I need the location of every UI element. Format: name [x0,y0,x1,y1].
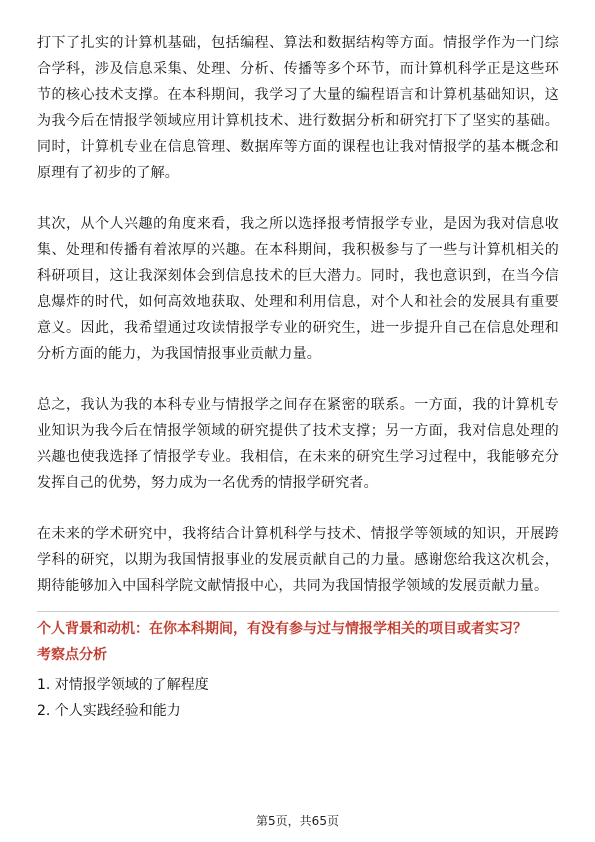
body-paragraph-3: 总之，我认为我的本科专业与情报学之间存在紧密的联系。一方面，我的计算机专业知识为我今后在情报学领域的研究提供了技术支撑；另一方面，我对信息处理的兴趣也使我选择了情报学专业。我相信，在未来的研究生学习过程中，我能够充分发挥自己的优势，努力成为一名优秀的情报学研究者。 [37,397,559,491]
analysis-item-2: 2. 个人实践经验和能力 [37,703,181,719]
page-content [37,30,559,724]
section-divider [37,611,559,612]
analysis-item-1: 1. 对情报学领域的了解程度 [37,677,209,693]
body-paragraph-1: 打下了扎实的计算机基础，包括编程、算法和数据结构等方面。情报学作为一门综合学科，涉及信息采集、处理、分析、传播等多个环节，而计算机科学正是这些环节的核心技术支撑。在本科期间，我学习了大量的编程语言和计算机基础知识，这为我今后在情报学领域应用计算机技术、进行数据分析和研究打下了坚实的基础。同时，计算机专业在信息管理、数据库等方面的课程也让我对情报学的基本概念和原理有了初步的了解。 [37,35,559,181]
page-footer: 第5页，共65页 [256,814,339,828]
body-paragraph-2: 其次，从个人兴趣的角度来看，我之所以选择报考情报学专业，是因为我对信息收集、处理和传播有着浓厚的兴趣。在本科期间，我积极参与了一些与计算机相关的科研项目，这让我深刻体会到信息技术的巨大潜力。同时，我也意识到，在当今信息爆炸的时代，如何高效地获取、处理和利用信息，对个人和社会的发展具有重要意义。因此，我希望通过攻读情报学专业的研究生，进一步提升自己在信息处理和分析方面的能力，为我国情报事业贡献力量。 [37,216,559,362]
analysis-title: 考察点分析 [37,647,107,663]
question-heading: 个人背景和动机：在你本科期间，有没有参与过与情报学相关的项目或者实习？ [37,621,527,637]
body-paragraph-4: 在未来的学术研究中，我将结合计算机科学与技术、情报学等领域的知识，开展跨学科的研究，以期为我国情报事业的发展贡献自己的力量。感谢您给我这次机会，期待能够加入中国科学院文献情报中心，共同为我国情报学领域的发展贡献力量。 [37,526,559,594]
